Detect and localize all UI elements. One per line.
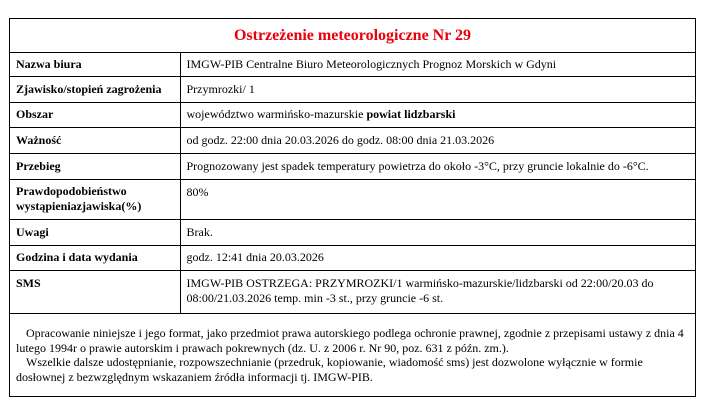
row-label-probability: Prawdopodobieństwo wystąpieniazjawiska(%)	[10, 179, 180, 219]
table-row	[10, 245, 695, 270]
table-row	[10, 53, 695, 76]
area-region: województwo warmińsko-mazurskie	[186, 107, 364, 121]
row-label-office: Nazwa biura	[10, 53, 180, 76]
row-label-remarks: Uwagi	[10, 219, 180, 245]
row-value-remarks: Brak.	[180, 219, 695, 245]
row-label-issued: Godzina i data wydania	[10, 245, 180, 270]
copyright-notice	[10, 323, 695, 384]
area-county: powiat lidzbarski	[366, 107, 456, 121]
row-value-validity: od godz. 22:00 dnia 20.03.2026 do godz. 08:00 dnia 21.03.2026	[180, 127, 695, 153]
row-value-sms: IMGW-PIB OSTRZEGA: PRZYMROZKI/1 warmińsko-mazurskie/lidzbarski od 22:00/20.03 do 08:00/21.03.2026 temp. min -3 st., przy gruncie -6 st.	[180, 270, 695, 313]
warning-title: Ostrzeżenie meteorologiczne Nr 29	[10, 19, 695, 53]
table-row	[10, 127, 695, 153]
row-value-office: IMGW-PIB Centralne Biuro Meteorologicznych Prognoz Morskich w Gdyni	[180, 53, 695, 76]
row-label-phenomenon: Zjawisko/stopień zagrożenia	[10, 76, 180, 102]
row-label-course: Przebieg	[10, 153, 180, 179]
row-value-course: Prognozowany jest spadek temperatury powietrza do około -3°C, przy gruncie lokalnie do -6°C.	[180, 153, 695, 179]
row-label-validity: Ważność	[10, 127, 180, 153]
row-value-issued: godz. 12:41 dnia 20.03.2026	[180, 245, 695, 270]
copyright-paragraph: Opracowanie niniejsze i jego format, jako przedmiot prawa autorskiego podlega ochronie prawnej, zgodnie z przepisami ustawy z dnia 4 lutego 1994r o prawie autorskim i prawach pokrewnych (dz. U. z 2006 r. Nr 90, poz. 631 z późn. zm.).	[16, 326, 684, 355]
row-value-probability: 80%	[180, 179, 695, 219]
row-label-sms: SMS	[10, 270, 180, 313]
warning-table	[10, 53, 695, 314]
distribution-paragraph: Wszelkie dalsze udostępnianie, rozpowszechnianie (przedruk, kopiowanie, wiadomość sms) jest dozwolone wyłącznie w formie dosłownej z bezwzględnym wskazaniem źródła informacji tj. IMGW-PIB.	[16, 355, 643, 384]
table-row	[10, 179, 695, 219]
table-row	[10, 153, 695, 179]
warning-document	[9, 18, 696, 397]
table-row	[10, 102, 695, 127]
table-row	[10, 219, 695, 245]
table-row	[10, 76, 695, 102]
row-value-phenomenon: Przymrozki/ 1	[180, 76, 695, 102]
table-row	[10, 270, 695, 313]
row-value-area	[180, 102, 695, 127]
row-label-area: Obszar	[10, 102, 180, 127]
